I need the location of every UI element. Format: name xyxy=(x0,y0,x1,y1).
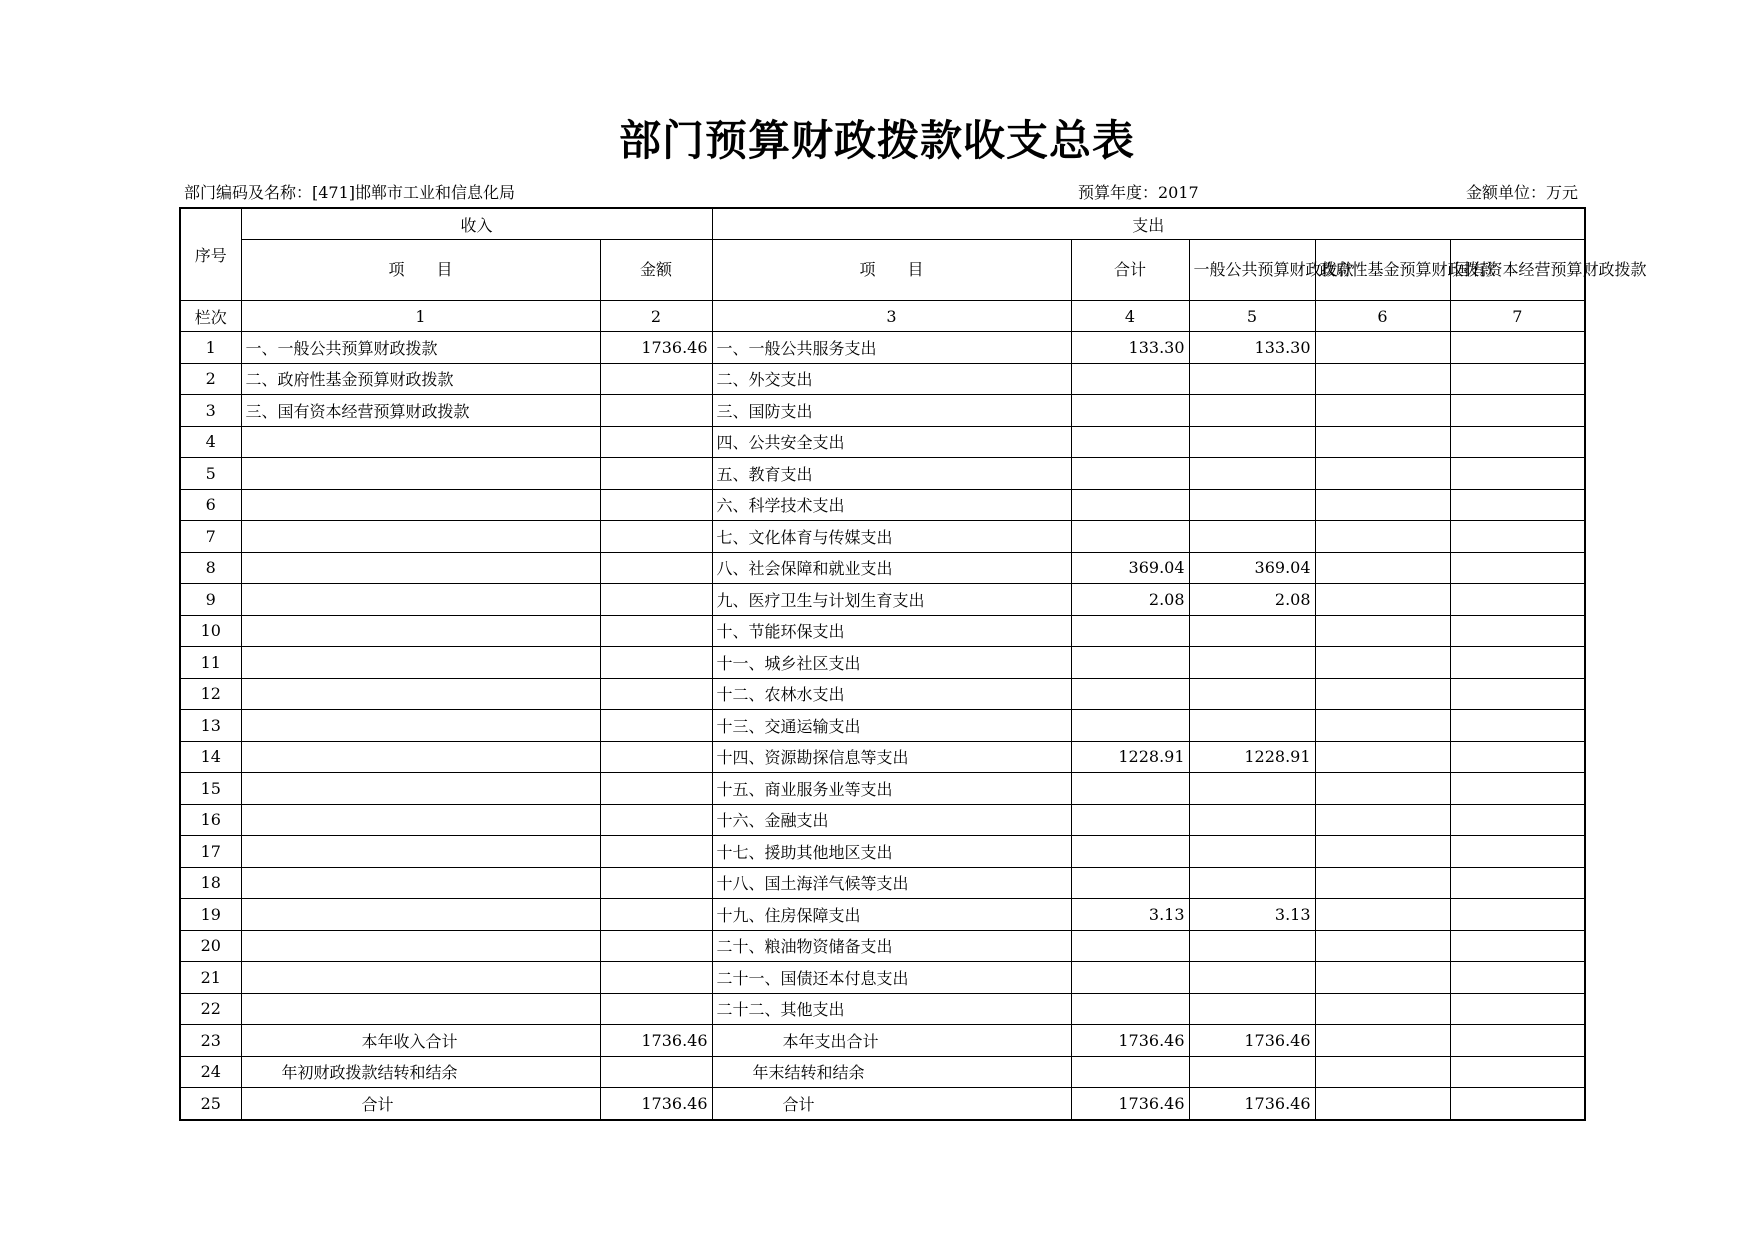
gov-fund-cell xyxy=(1315,1025,1450,1057)
income-amount-cell: 1736.46 xyxy=(600,332,712,364)
income-amount-cell xyxy=(600,521,712,553)
expense-item-cell: 合计 xyxy=(712,1088,1071,1120)
expense-header: 支出 xyxy=(712,208,1585,240)
gov-fund-cell xyxy=(1315,552,1450,584)
seq-cell: 17 xyxy=(180,836,241,868)
income-amount-cell xyxy=(600,710,712,742)
general-public-cell xyxy=(1189,363,1315,395)
general-public-cell: 1228.91 xyxy=(1189,741,1315,773)
income-item-cell xyxy=(241,552,600,584)
state-capital-cell xyxy=(1450,678,1585,710)
income-amount-cell xyxy=(600,363,712,395)
state-capital-cell xyxy=(1450,710,1585,742)
table-row xyxy=(180,710,1585,742)
seq-cell: 14 xyxy=(180,741,241,773)
income-amount-cell xyxy=(600,899,712,931)
column-number: 4 xyxy=(1071,301,1189,332)
seq-cell: 8 xyxy=(180,552,241,584)
income-amount-cell: 1736.46 xyxy=(600,1088,712,1120)
gov-fund-cell xyxy=(1315,489,1450,521)
total-cell xyxy=(1071,710,1189,742)
total-cell: 1228.91 xyxy=(1071,741,1189,773)
total-cell xyxy=(1071,867,1189,899)
gov-fund-cell xyxy=(1315,741,1450,773)
state-capital-cell xyxy=(1450,773,1585,805)
total-cell xyxy=(1071,1056,1189,1088)
income-amount-cell xyxy=(600,458,712,490)
total-cell xyxy=(1071,458,1189,490)
table-row xyxy=(180,332,1585,364)
table-row xyxy=(180,521,1585,553)
gov-fund-cell xyxy=(1315,993,1450,1025)
income-amount-cell xyxy=(600,741,712,773)
seq-cell: 10 xyxy=(180,615,241,647)
seq-cell: 22 xyxy=(180,993,241,1025)
expense-item-cell: 十、节能环保支出 xyxy=(712,615,1071,647)
income-amount-cell xyxy=(600,804,712,836)
seq-header: 序号 xyxy=(180,208,241,301)
expense-item-cell: 十二、农林水支出 xyxy=(712,678,1071,710)
state-capital-header: 国有资本经营预算财政拨款 xyxy=(1450,240,1585,301)
income-amount-cell xyxy=(600,867,712,899)
expense-item-cell: 十三、交通运输支出 xyxy=(712,710,1071,742)
table-body xyxy=(180,332,1585,1120)
income-item-cell: 二、政府性基金预算财政拨款 xyxy=(241,363,600,395)
total-cell xyxy=(1071,489,1189,521)
total-cell: 3.13 xyxy=(1071,899,1189,931)
general-public-cell xyxy=(1189,647,1315,679)
expense-item-cell: 年末结转和结余 xyxy=(712,1056,1071,1088)
column-number: 7 xyxy=(1450,301,1585,332)
income-item-cell xyxy=(241,773,600,805)
expense-item-cell: 十九、住房保障支出 xyxy=(712,899,1071,931)
gov-fund-header: 政府性基金预算财政拨款 xyxy=(1315,240,1450,301)
total-cell: 369.04 xyxy=(1071,552,1189,584)
table-row xyxy=(180,962,1585,994)
income-item-cell xyxy=(241,867,600,899)
seq-cell: 3 xyxy=(180,395,241,427)
seq-cell: 18 xyxy=(180,867,241,899)
gov-fund-cell xyxy=(1315,426,1450,458)
total-cell xyxy=(1071,993,1189,1025)
income-amount-cell xyxy=(600,426,712,458)
gov-fund-cell xyxy=(1315,647,1450,679)
expense-item-cell: 一、一般公共服务支出 xyxy=(712,332,1071,364)
expense-item-cell: 四、公共安全支出 xyxy=(712,426,1071,458)
total-cell xyxy=(1071,804,1189,836)
income-item-cell xyxy=(241,678,600,710)
seq-cell: 9 xyxy=(180,584,241,616)
income-item-cell xyxy=(241,521,600,553)
seq-cell: 11 xyxy=(180,647,241,679)
gov-fund-cell xyxy=(1315,395,1450,427)
table-row xyxy=(180,426,1585,458)
seq-cell: 4 xyxy=(180,426,241,458)
general-public-cell xyxy=(1189,710,1315,742)
budget-table xyxy=(179,207,1647,1121)
column-number-row xyxy=(180,301,1585,332)
state-capital-cell xyxy=(1450,804,1585,836)
expense-item-header: 项 目 xyxy=(712,240,1071,301)
income-item-cell xyxy=(241,741,600,773)
income-amount-cell xyxy=(600,993,712,1025)
total-cell xyxy=(1071,962,1189,994)
state-capital-cell xyxy=(1450,1025,1585,1057)
income-item-cell xyxy=(241,804,600,836)
table-row xyxy=(180,741,1585,773)
state-capital-cell xyxy=(1450,521,1585,553)
expense-item-cell: 二、外交支出 xyxy=(712,363,1071,395)
seq-cell: 1 xyxy=(180,332,241,364)
seq-cell: 6 xyxy=(180,489,241,521)
column-number: 1 xyxy=(241,301,600,332)
page-title: 部门预算财政拨款收支总表 xyxy=(618,116,1135,165)
expense-item-cell: 二十二、其他支出 xyxy=(712,993,1071,1025)
expense-item-cell: 十八、国土海洋气候等支出 xyxy=(712,867,1071,899)
gov-fund-cell xyxy=(1315,899,1450,931)
income-item-cell xyxy=(241,962,600,994)
general-public-cell: 369.04 xyxy=(1189,552,1315,584)
expense-item-cell: 十七、援助其他地区支出 xyxy=(712,836,1071,868)
gov-fund-cell xyxy=(1315,1088,1450,1120)
income-amount-header: 金额 xyxy=(600,240,712,301)
income-header: 收入 xyxy=(241,208,712,240)
income-amount-cell xyxy=(600,930,712,962)
state-capital-cell xyxy=(1450,836,1585,868)
general-public-cell: 2.08 xyxy=(1189,584,1315,616)
state-capital-cell xyxy=(1450,615,1585,647)
seq-cell: 16 xyxy=(180,804,241,836)
total-cell xyxy=(1071,363,1189,395)
income-item-cell: 合计 xyxy=(241,1088,600,1120)
table-row xyxy=(180,489,1585,521)
table-row xyxy=(180,899,1585,931)
general-public-cell: 3.13 xyxy=(1189,899,1315,931)
general-public-cell xyxy=(1189,804,1315,836)
seq-cell: 12 xyxy=(180,678,241,710)
header-row-columns xyxy=(180,240,1585,301)
state-capital-cell xyxy=(1450,741,1585,773)
gov-fund-cell xyxy=(1315,363,1450,395)
seq-cell: 21 xyxy=(180,962,241,994)
total-cell: 2.08 xyxy=(1071,584,1189,616)
seq-cell: 25 xyxy=(180,1088,241,1120)
income-item-cell xyxy=(241,836,600,868)
state-capital-cell xyxy=(1450,647,1585,679)
expense-item-cell: 十五、商业服务业等支出 xyxy=(712,773,1071,805)
general-public-cell xyxy=(1189,930,1315,962)
table-row xyxy=(180,1056,1585,1088)
income-amount-cell xyxy=(600,489,712,521)
income-amount-cell xyxy=(600,962,712,994)
column-number: 5 xyxy=(1189,301,1315,332)
state-capital-cell xyxy=(1450,363,1585,395)
state-capital-cell xyxy=(1450,584,1585,616)
total-cell: 1736.46 xyxy=(1071,1025,1189,1057)
general-public-cell xyxy=(1189,678,1315,710)
general-public-cell xyxy=(1189,962,1315,994)
general-public-cell: 1736.46 xyxy=(1189,1088,1315,1120)
expense-item-cell: 九、医疗卫生与计划生育支出 xyxy=(712,584,1071,616)
income-amount-cell xyxy=(600,1056,712,1088)
gov-fund-cell xyxy=(1315,332,1450,364)
income-item-cell xyxy=(241,584,600,616)
seq-cell: 23 xyxy=(180,1025,241,1057)
income-item-cell: 三、国有资本经营预算财政拨款 xyxy=(241,395,600,427)
seq-cell: 24 xyxy=(180,1056,241,1088)
state-capital-cell xyxy=(1450,993,1585,1025)
seq-cell: 7 xyxy=(180,521,241,553)
table-row xyxy=(180,678,1585,710)
state-capital-cell xyxy=(1450,867,1585,899)
column-number: 3 xyxy=(712,301,1071,332)
table-row xyxy=(180,458,1585,490)
income-item-cell xyxy=(241,647,600,679)
expense-item-cell: 八、社会保障和就业支出 xyxy=(712,552,1071,584)
table-row xyxy=(180,584,1585,616)
gov-fund-cell xyxy=(1315,804,1450,836)
gov-fund-cell xyxy=(1315,710,1450,742)
table-row xyxy=(180,615,1585,647)
general-public-cell xyxy=(1189,615,1315,647)
column-number: 2 xyxy=(600,301,712,332)
table-row xyxy=(180,773,1585,805)
state-capital-cell xyxy=(1450,426,1585,458)
general-public-cell xyxy=(1189,395,1315,427)
seq-cell: 20 xyxy=(180,930,241,962)
state-capital-cell xyxy=(1450,930,1585,962)
income-amount-cell xyxy=(600,836,712,868)
total-cell xyxy=(1071,647,1189,679)
general-public-cell: 1736.46 xyxy=(1189,1025,1315,1057)
total-cell: 133.30 xyxy=(1071,332,1189,364)
income-item-cell: 年初财政拨款结转和结余 xyxy=(241,1056,600,1088)
expense-item-cell: 十四、资源勘探信息等支出 xyxy=(712,741,1071,773)
income-amount-cell: 1736.46 xyxy=(600,1025,712,1057)
amount-unit-label: 金额单位：万元 xyxy=(1465,183,1578,202)
gov-fund-cell xyxy=(1315,584,1450,616)
table-row xyxy=(180,930,1585,962)
general-public-cell xyxy=(1189,458,1315,490)
gov-fund-cell xyxy=(1315,521,1450,553)
income-item-cell xyxy=(241,615,600,647)
header-row-top xyxy=(180,208,1585,240)
total-cell xyxy=(1071,426,1189,458)
income-item-cell xyxy=(241,458,600,490)
general-public-cell xyxy=(1189,773,1315,805)
income-item-cell xyxy=(241,489,600,521)
expense-item-cell: 七、文化体育与传媒支出 xyxy=(712,521,1071,553)
total-cell xyxy=(1071,678,1189,710)
income-item-cell xyxy=(241,993,600,1025)
table-row xyxy=(180,993,1585,1025)
expense-item-cell: 十六、金融支出 xyxy=(712,804,1071,836)
gov-fund-cell xyxy=(1315,930,1450,962)
income-item-cell xyxy=(241,710,600,742)
total-cell: 1736.46 xyxy=(1071,1088,1189,1120)
gov-fund-cell xyxy=(1315,678,1450,710)
income-item-header: 项 目 xyxy=(241,240,600,301)
table-row xyxy=(180,552,1585,584)
income-item-cell xyxy=(241,899,600,931)
seq-cell: 5 xyxy=(180,458,241,490)
seq-cell: 13 xyxy=(180,710,241,742)
table-row xyxy=(180,395,1585,427)
gov-fund-cell xyxy=(1315,867,1450,899)
total-cell xyxy=(1071,395,1189,427)
income-amount-cell xyxy=(600,647,712,679)
state-capital-cell xyxy=(1450,899,1585,931)
total-cell xyxy=(1071,521,1189,553)
state-capital-cell xyxy=(1450,962,1585,994)
state-capital-cell xyxy=(1450,1088,1585,1120)
expense-item-cell: 十一、城乡社区支出 xyxy=(712,647,1071,679)
column-number: 6 xyxy=(1315,301,1450,332)
general-public-cell xyxy=(1189,1056,1315,1088)
total-cell xyxy=(1071,773,1189,805)
gov-fund-cell xyxy=(1315,1056,1450,1088)
seq-cell: 15 xyxy=(180,773,241,805)
budget-year-label: 预算年度：2017 xyxy=(1078,183,1199,202)
income-amount-cell xyxy=(600,773,712,805)
state-capital-cell xyxy=(1450,395,1585,427)
gov-fund-cell xyxy=(1315,458,1450,490)
general-public-cell xyxy=(1189,867,1315,899)
seq-cell: 2 xyxy=(180,363,241,395)
state-capital-cell xyxy=(1450,552,1585,584)
income-amount-cell xyxy=(600,552,712,584)
table-row xyxy=(180,1025,1585,1057)
table-row xyxy=(180,836,1585,868)
income-item-cell xyxy=(241,426,600,458)
total-header: 合计 xyxy=(1071,240,1189,301)
total-cell xyxy=(1071,930,1189,962)
column-label: 栏次 xyxy=(180,301,241,332)
total-cell xyxy=(1071,615,1189,647)
state-capital-cell xyxy=(1450,489,1585,521)
expense-item-cell: 二十一、国债还本付息支出 xyxy=(712,962,1071,994)
expense-item-cell: 五、教育支出 xyxy=(712,458,1071,490)
general-public-cell xyxy=(1189,993,1315,1025)
expense-item-cell: 本年支出合计 xyxy=(712,1025,1071,1057)
state-capital-cell xyxy=(1450,458,1585,490)
income-amount-cell xyxy=(600,584,712,616)
income-item-cell: 一、一般公共预算财政拨款 xyxy=(241,332,600,364)
total-cell xyxy=(1071,836,1189,868)
expense-item-cell: 三、国防支出 xyxy=(712,395,1071,427)
income-item-cell xyxy=(241,930,600,962)
gov-fund-cell xyxy=(1315,962,1450,994)
general-public-cell: 133.30 xyxy=(1189,332,1315,364)
gov-fund-cell xyxy=(1315,615,1450,647)
state-capital-cell xyxy=(1450,1056,1585,1088)
expense-item-cell: 二十、粮油物资储备支出 xyxy=(712,930,1071,962)
general-public-cell xyxy=(1189,521,1315,553)
general-public-cell xyxy=(1189,836,1315,868)
income-amount-cell xyxy=(600,395,712,427)
general-public-header: 一般公共预算财政拨款 xyxy=(1189,240,1315,301)
gov-fund-cell xyxy=(1315,836,1450,868)
table-row xyxy=(180,1088,1585,1120)
expense-item-cell: 六、科学技术支出 xyxy=(712,489,1071,521)
table-row xyxy=(180,363,1585,395)
table-row xyxy=(180,867,1585,899)
seq-cell: 19 xyxy=(180,899,241,931)
gov-fund-cell xyxy=(1315,773,1450,805)
income-amount-cell xyxy=(600,678,712,710)
department-label: 部门编码及名称：[471]邯郸市工业和信息化局 xyxy=(184,183,516,202)
table-row xyxy=(180,647,1585,679)
income-item-cell: 本年收入合计 xyxy=(241,1025,600,1057)
general-public-cell xyxy=(1189,489,1315,521)
state-capital-cell xyxy=(1450,332,1585,364)
table-row xyxy=(180,804,1585,836)
income-amount-cell xyxy=(600,615,712,647)
general-public-cell xyxy=(1189,426,1315,458)
